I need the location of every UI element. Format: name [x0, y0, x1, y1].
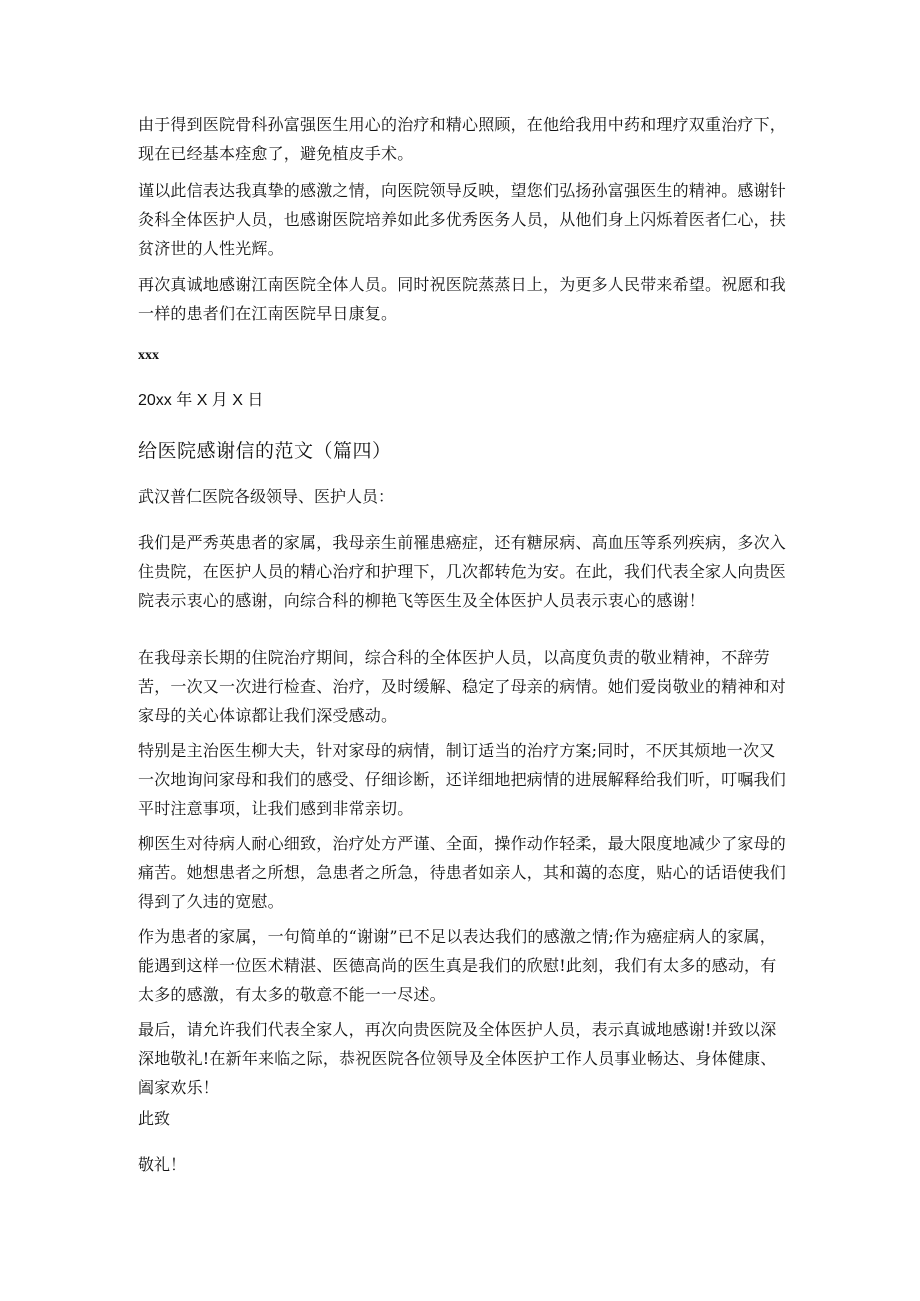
- paragraph-7: 柳医生对待病人耐心细致，治疗处方严谨、全面，操作动作轻柔，最大限度地减少了家母的痛苦。她想患者之所想，急患者之所急，待患者如亲人，其和蔼的态度，贴心的话语使我们得到了久违的宽慰。: [138, 834, 787, 911]
- paragraph-8: 作为患者的家属，一句简单的“谢谢”已不足以表达我们的感激之情;作为癌症病人的家属，能遇到这样一位医术精湛、医德高尚的医生真是我们的欣慰!此刻，我们有太多的感动，有太多的感激，有太多的敬意不能一一尽述。: [138, 927, 777, 1004]
- salutation: 武汉普仁医院各级领导、医护人员：: [138, 487, 395, 506]
- paragraph-4: 我们是严秀英患者的家属，我母亲生前罹患癌症，还有糖尿病、高血压等系列疾病，多次入住贵院，在医护人员的精心治疗和护理下，几次都转危为安。在此，我们代表全家人向贵医院表示衷心的感谢，向综合科的柳艳飞等医生及全体医护人员表示衷心的感谢！: [138, 533, 787, 610]
- paragraph-6: 特别是主治医生柳大夫，针对家母的病情，制订适当的治疗方案;同时，不厌其烦地一次又一次地询问家母和我们的感受、仔细诊断，还详细地把病情的进展解释给我们听，叮嘱我们平时注意事项，让我们感到非常亲切。: [138, 741, 787, 818]
- paragraph-1: 由于得到医院骨科孙富强医生用心的治疗和精心照顾，在他给我用中药和理疗双重治疗下，现在已经基本痊愈了，避免植皮手术。: [138, 115, 787, 163]
- signature: xxx: [138, 348, 159, 363]
- date-line: 20xx 年 X 月 X 日: [138, 392, 264, 409]
- paragraph-5: 在我母亲长期的住院治疗期间，综合科的全体医护人员，以高度负责的敬业精神，不辞劳苦，一次又一次进行检查、治疗，及时缓解、稳定了母亲的病情。她们爱岗敬业的精神和对家母的关心体谅都让我们深受感动。: [138, 648, 787, 725]
- closing-line-1: 此致: [138, 1109, 171, 1128]
- paragraph-3: 再次真诚地感谢江南医院全体人员。同时祝医院蒸蒸日上，为更多人民带来希望。祝愿和我一样的患者们在江南医院早日康复。: [138, 275, 787, 323]
- paragraph-2: 谨以此信表达我真挚的感激之情，向医院领导反映，望您们弘扬孙富强医生的精神。感谢针灸科全体医护人员，也感谢医院培养如此多优秀医务人员，从他们身上闪烁着医者仁心，扶贫济世的人性光辉。: [138, 181, 787, 258]
- section-heading: 给医院感谢信的范文（篇四）: [138, 440, 392, 462]
- closing-line-2: 敬礼！: [138, 1155, 187, 1174]
- paragraph-9: 最后，请允许我们代表全家人，再次向贵医院及全体医护人员，表示真诚地感谢!并致以深深地敬礼!在新年来临之际，恭祝医院各位领导及全体医护工作人员事业畅达、身体健康、阖家欢乐！: [138, 1020, 777, 1097]
